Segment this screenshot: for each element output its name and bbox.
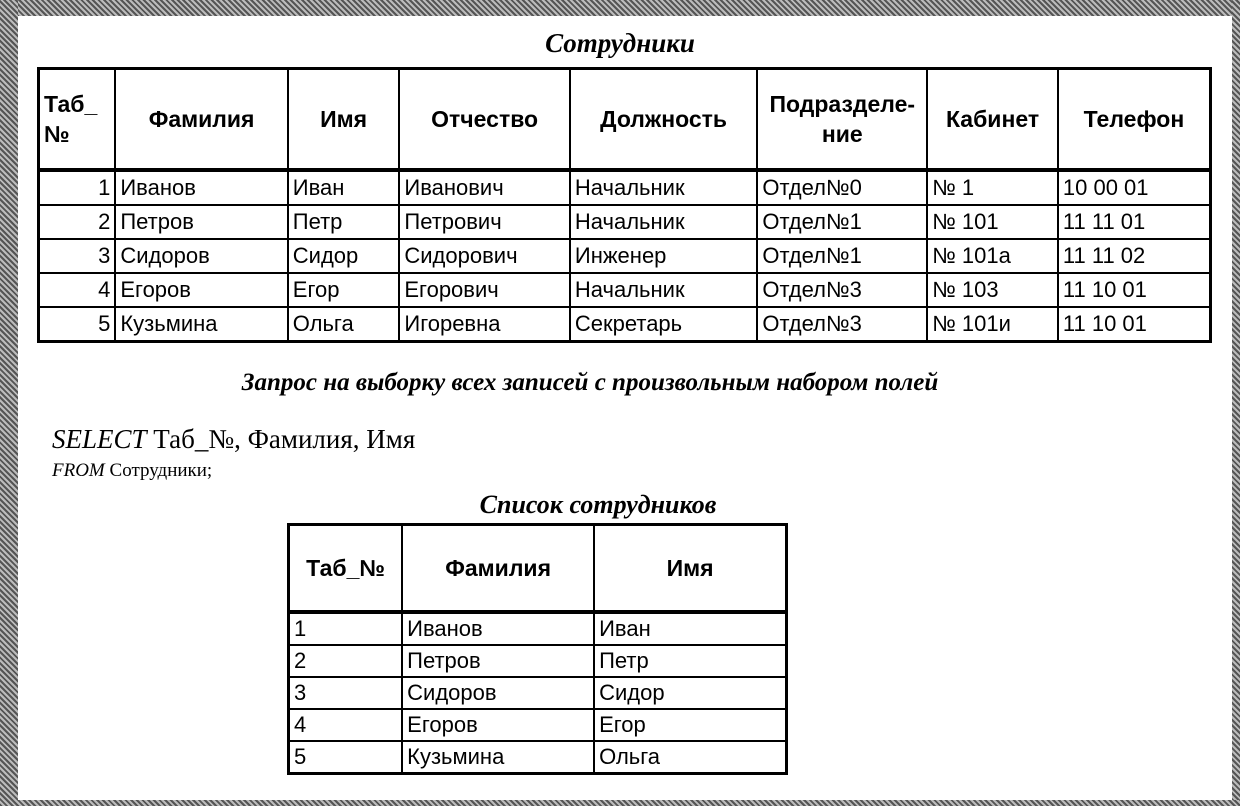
table-row: [289, 645, 787, 677]
table-cell: Иванович: [399, 170, 570, 205]
table-cell: Егоров: [402, 709, 594, 741]
table-cell: Отдел№3: [757, 273, 927, 307]
table-cell: Егорович: [399, 273, 570, 307]
table-row: [289, 741, 787, 774]
table-row: [39, 170, 1211, 205]
table-cell: Сидор: [288, 239, 400, 273]
table-cell: Начальник: [570, 273, 757, 307]
column-header-surname: Фамилия: [115, 69, 287, 171]
table-cell: Отдел№1: [757, 239, 927, 273]
table-row: [289, 709, 787, 741]
table-cell: 10 00 01: [1058, 170, 1211, 205]
table-cell: 1: [289, 612, 403, 645]
table-cell: 11 10 01: [1058, 307, 1211, 342]
table-cell: Егоров: [115, 273, 287, 307]
table-cell: Начальник: [570, 205, 757, 239]
employees-table: [37, 67, 1212, 343]
table-cell: Инженер: [570, 239, 757, 273]
table-row: [39, 273, 1211, 307]
sql-from-keyword: FROM: [52, 460, 105, 481]
table-cell: 11 11 01: [1058, 205, 1211, 239]
table-cell: Секретарь: [570, 307, 757, 342]
table-cell: Сидорович: [399, 239, 570, 273]
table-cell: Отдел№1: [757, 205, 927, 239]
column-header-position: Должность: [570, 69, 757, 171]
column-header-office: Кабинет: [927, 69, 1058, 171]
table-cell: 1: [39, 170, 116, 205]
list-header-surname: Фамилия: [402, 525, 594, 613]
table-cell: Ольга: [288, 307, 400, 342]
employees-table-body: [39, 170, 1211, 342]
table-cell: Петр: [288, 205, 400, 239]
employees-header-row: [39, 69, 1211, 171]
table-cell: Игоревна: [399, 307, 570, 342]
table-cell: 5: [39, 307, 116, 342]
table-cell: 2: [39, 205, 116, 239]
table-row: [39, 307, 1211, 342]
table-row: [289, 612, 787, 645]
table-cell: 4: [289, 709, 403, 741]
table-cell: № 101: [927, 205, 1058, 239]
column-header-phone: Телефон: [1058, 69, 1211, 171]
table-cell: Ольга: [594, 741, 786, 774]
table-cell: Петр: [594, 645, 786, 677]
table-cell: 4: [39, 273, 116, 307]
sql-select-line: [52, 424, 415, 455]
table-cell: 5: [289, 741, 403, 774]
list-header-name: Имя: [594, 525, 786, 613]
table-row: [39, 205, 1211, 239]
table-cell: № 101а: [927, 239, 1058, 273]
table-cell: Сидор: [594, 677, 786, 709]
table-cell: № 101и: [927, 307, 1058, 342]
hatched-border-left: [0, 0, 18, 806]
table-row: [289, 677, 787, 709]
list-table-title: Список сотрудников: [479, 490, 717, 519]
table-cell: Иванов: [402, 612, 594, 645]
sql-select-keyword: SELECT: [52, 424, 147, 454]
list-header-tab-no: Таб_№: [289, 525, 403, 613]
employee-list-table: [287, 523, 788, 775]
table-cell: Сидоров: [402, 677, 594, 709]
table-cell: Кузьмина: [402, 741, 594, 774]
column-header-department: Подразделе- ние: [757, 69, 927, 171]
table-cell: Начальник: [570, 170, 757, 205]
table-cell: 3: [289, 677, 403, 709]
list-header-row: [289, 525, 787, 613]
sql-select-fields: Таб_№, Фамилия, Имя: [153, 424, 416, 454]
table-cell: Иван: [594, 612, 786, 645]
sql-from-table: Сотрудники;: [109, 460, 213, 481]
employees-table-title: Сотрудники: [545, 28, 695, 58]
table-cell: Кузьмина: [115, 307, 287, 342]
column-header-name: Имя: [288, 69, 400, 171]
table-row: [39, 239, 1211, 273]
list-table-body: [289, 612, 787, 774]
table-cell: Петрович: [399, 205, 570, 239]
table-cell: Егор: [594, 709, 786, 741]
table-cell: 3: [39, 239, 116, 273]
table-cell: 11 11 02: [1058, 239, 1211, 273]
sql-from-line: [52, 460, 212, 482]
table-cell: Егор: [288, 273, 400, 307]
table-cell: Петров: [402, 645, 594, 677]
table-cell: 11 10 01: [1058, 273, 1211, 307]
table-cell: Иванов: [115, 170, 287, 205]
hatched-border-top: [0, 0, 1240, 16]
table-cell: Отдел№0: [757, 170, 927, 205]
table-cell: № 1: [927, 170, 1058, 205]
hatched-border-right: [1232, 0, 1240, 806]
table-cell: Отдел№3: [757, 307, 927, 342]
table-cell: Сидоров: [115, 239, 287, 273]
column-header-patronymic: Отчество: [399, 69, 570, 171]
table-cell: № 103: [927, 273, 1058, 307]
column-header-tab-no: Таб_ №: [39, 69, 116, 171]
table-cell: Иван: [288, 170, 400, 205]
table-cell: Петров: [115, 205, 287, 239]
query-title: Запрос на выборку всех записей с произвольным набором полей: [241, 369, 939, 396]
table-cell: 2: [289, 645, 403, 677]
hatched-border-bottom: [0, 800, 1240, 806]
